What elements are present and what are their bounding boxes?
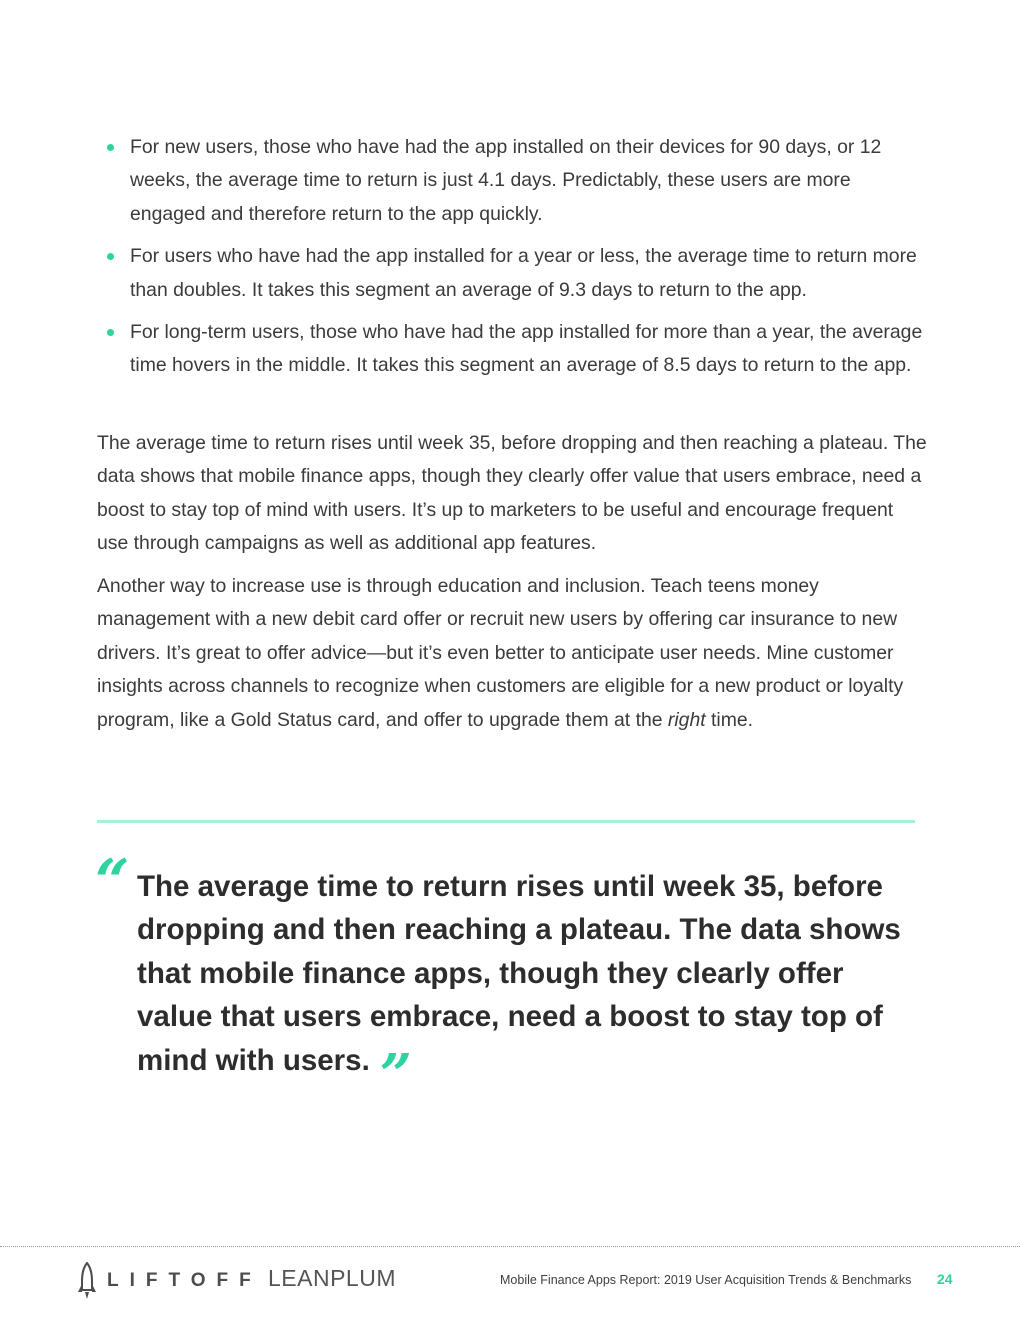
pullquote-text: The average time to return rises until week 35, before dropping and then reaching a plateau. The data shows that mobile finance apps, though they clearly offer value that users embrace, need a boost to stay top of mind with users. xyxy=(137,870,901,1077)
page-number: 24 xyxy=(937,1271,953,1287)
rocket-icon xyxy=(77,1262,97,1300)
footer-divider xyxy=(0,1246,1020,1247)
body-paragraph: The average time to return rises until week 35, before dropping and then reaching a plateau. The data shows that mobile finance apps, though they clearly offer value that users embrace, need a boost to stay top of mind with users. It’s up to marketers to be useful and encourage frequent use through campaigns as well as additional app features. xyxy=(97,432,927,555)
paragraph-text: time. xyxy=(705,708,754,731)
close-quote-icon: ” xyxy=(379,1041,412,1108)
body-paragraph xyxy=(97,570,927,737)
bullet-item xyxy=(97,131,927,231)
liftoff-logo xyxy=(77,1262,262,1300)
pullquote-divider xyxy=(97,820,915,823)
bullet-dot-icon xyxy=(107,144,114,151)
pullquote xyxy=(137,865,927,1108)
paragraph-text: Another way to increase use is through education and inclusion. Teach teens money management with a new debit card offer or recruit new users by offering car insurance to new drivers. It’s great to offer advice—but it’s even better to anticipate user needs. Mine customer insights across channels to recognize when customers are eligible for a new product or loyalty program, like a Gold Status card, and offer to upgrade them at the xyxy=(97,575,904,731)
bullet-item xyxy=(97,240,927,307)
bullet-dot-icon xyxy=(107,253,114,260)
bullet-dot-icon xyxy=(107,329,114,336)
bullet-text: For users who have had the app installed for a year or less, the average time to return more than doubles. It takes this segment an average of 9.3 days to return to the app. xyxy=(130,245,917,301)
bullet-item xyxy=(97,316,927,383)
bullet-text: For long-term users, those who have had the app installed for more than a year, the average time hovers in the middle. It takes this segment an average of 8.5 days to return to the app. xyxy=(130,321,923,377)
footer-report-title: Mobile Finance Apps Report: 2019 User Acquisition Trends & Benchmarks xyxy=(500,1273,912,1287)
bullet-text: For new users, those who have had the app installed on their devices for 90 days, or 12 weeks, the average time to return is just 4.1 days. Predictably, these users are more engaged and therefore return to the app quickly. xyxy=(130,136,882,225)
leanplum-logo: LEANPLUM xyxy=(268,1265,396,1291)
open-quote-icon: “ xyxy=(95,847,130,917)
bullet-list xyxy=(97,131,927,392)
emphasis-text: right xyxy=(667,708,706,731)
liftoff-wordmark: LIFTOFF xyxy=(107,1270,262,1291)
